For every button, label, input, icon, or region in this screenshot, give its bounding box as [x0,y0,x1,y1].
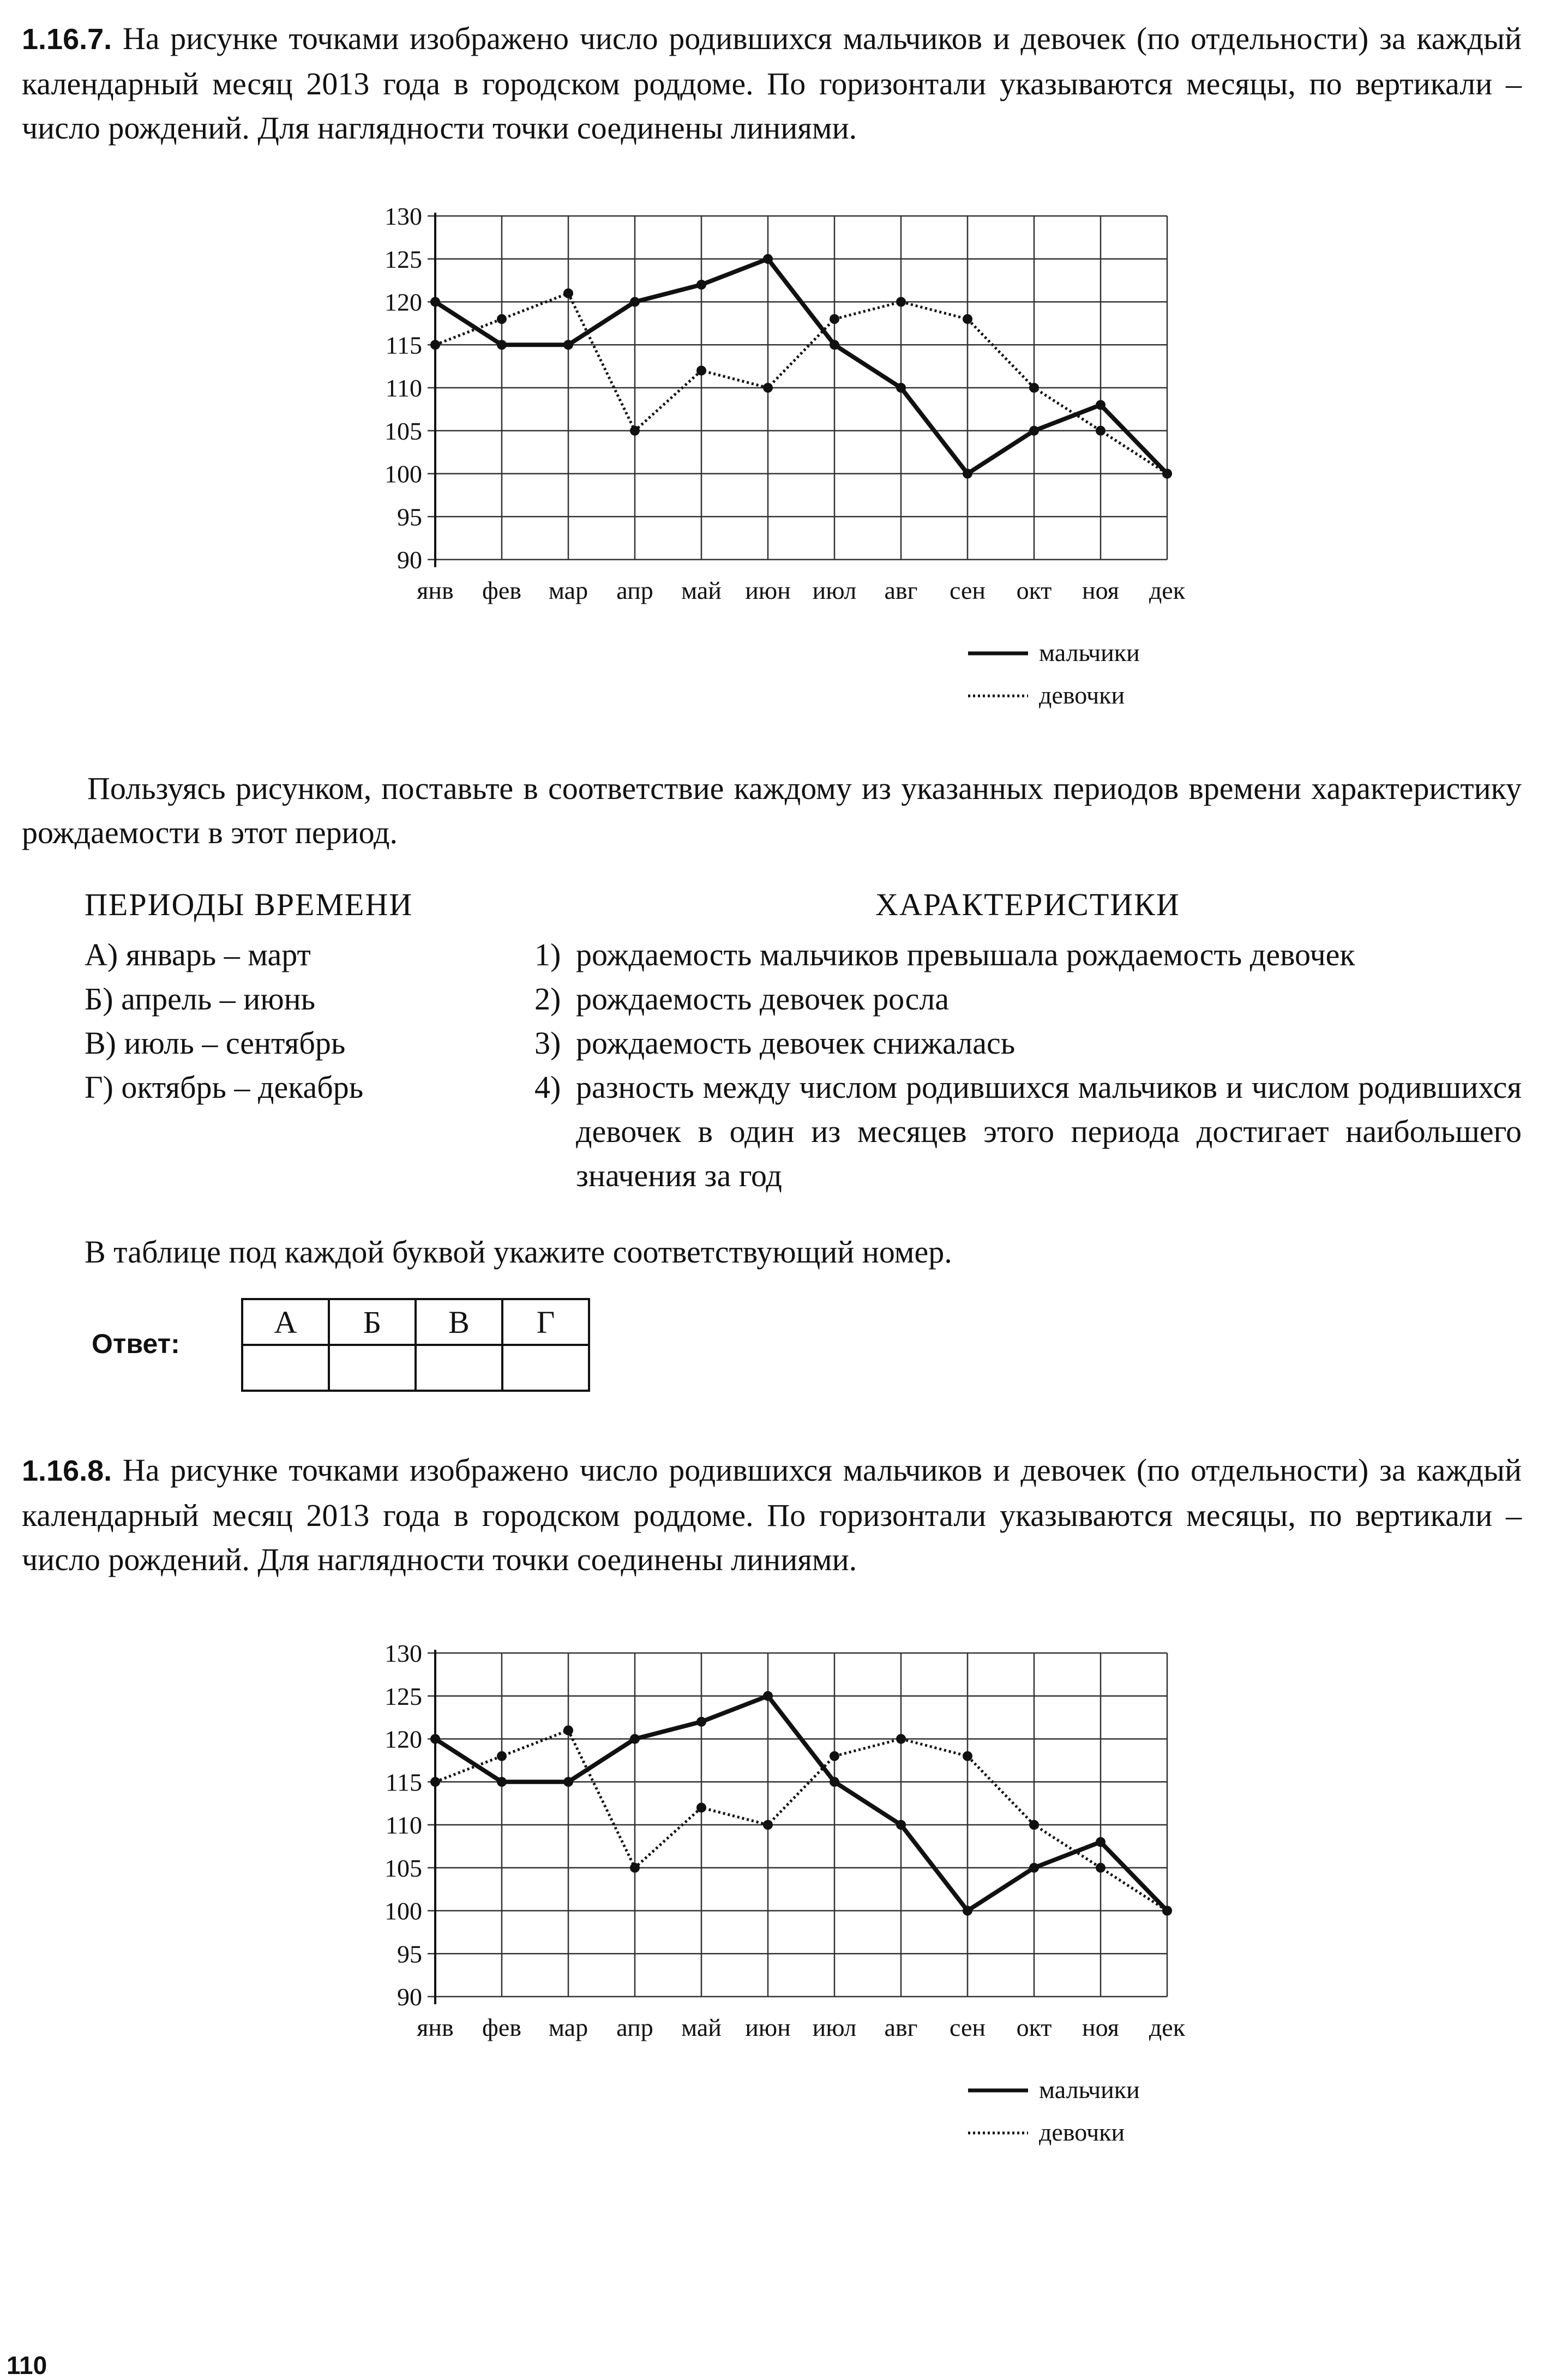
y-tick-label: 110 [385,1811,422,1839]
period-item: А) январь – март [85,937,311,972]
characteristic-item [534,933,1522,977]
x-tick-label: окт [1016,2014,1052,2041]
characteristic-item [534,977,1522,1021]
data-point-boys [563,340,573,350]
answer-label: Ответ: [92,1329,180,1359]
data-point-girls [1162,469,1172,479]
data-point-boys [497,340,507,350]
data-point-girls [1162,1906,1172,1916]
legend-label: девочки [1039,2118,1125,2146]
x-tick-label: июн [745,2014,791,2041]
data-point-boys [1029,1863,1039,1873]
chart-2 [349,1633,1243,2157]
data-point-boys [896,383,906,393]
y-tick-label: 120 [385,288,422,316]
data-point-boys [630,297,640,307]
y-tick-label: 125 [385,1682,422,1710]
data-point-girls [896,1734,906,1744]
y-tick-label: 130 [385,202,422,230]
data-point-girls [696,1803,706,1813]
data-point-boys [763,1691,773,1701]
period-item: В) июль – сентябрь [85,1025,346,1061]
problem-2-statement: На рисунке точками изображено число родившихся мальчиков и девочек (по отдельности) за каждый календарный месяц 2013 года в городском роддоме. По горизонтали указываются месяцы, по вертикали – число рождений. Для наглядности точки соединены линиями. [22,1452,1522,1577]
y-tick-label: 95 [397,503,422,531]
chart-1-svg [349,196,1243,720]
data-point-girls [696,366,706,376]
x-tick-label: авг [884,576,918,604]
y-tick-label: 105 [385,417,422,445]
instruction-text [22,766,1522,855]
data-point-boys [696,280,706,290]
data-point-boys [896,1820,906,1830]
data-point-girls [497,314,507,324]
series-line-boys [435,259,1167,474]
data-point-boys [830,1777,839,1787]
y-tick-label: 105 [385,1854,422,1882]
data-point-boys [963,469,972,479]
periods-heading: ПЕРИОДЫ ВРЕМЕНИ [85,887,413,922]
y-tick-label: 100 [385,1897,422,1925]
data-point-girls [430,1777,440,1787]
characteristic-text: рождаемость мальчиков превышала рождаемость девочек [576,937,1355,972]
legend [968,639,1140,709]
x-tick-label: май [681,2014,722,2041]
y-tick-label: 95 [397,1940,422,1968]
data-point-boys [830,340,839,350]
table-prompt: В таблице под каждой буквой укажите соответствующий номер. [85,1234,952,1270]
legend-label: мальчики [1039,639,1140,666]
answer-cell-g[interactable] [502,1345,589,1391]
x-tick-label: фев [482,576,521,604]
y-tick-label: 115 [385,1768,422,1796]
characteristics-heading: ХАРАКТЕРИСТИКИ [875,887,1180,922]
chart-1 [349,196,1243,720]
data-point-boys [430,297,440,307]
data-point-girls [630,426,640,436]
x-tick-label: сен [949,2014,986,2041]
x-tick-label: фев [482,2014,521,2041]
data-point-girls [963,314,972,324]
x-tick-label: июл [812,2014,857,2041]
data-point-girls [830,314,839,324]
x-tick-label: мар [548,2014,588,2041]
instruction-statement: Пользуясь рисунком, поставьте в соответствие каждому из указанных периодов времени характеристику рождаемости в этот период. [22,771,1522,850]
period-item: Г) октябрь – декабрь [85,1069,364,1105]
characteristic-text: рождаемость девочек снижалась [576,1025,1016,1061]
data-point-girls [1029,1820,1039,1830]
x-tick-label: янв [417,2014,454,2041]
data-point-boys [1096,1837,1106,1847]
series-line-girls [435,1730,1167,1911]
y-tick-label: 115 [385,331,422,359]
data-point-girls [497,1751,507,1761]
answer-table [241,1298,590,1392]
x-tick-label: янв [417,576,454,604]
data-point-boys [1096,400,1106,410]
data-point-boys [563,1777,573,1787]
y-tick-label: 130 [385,1639,422,1667]
y-tick-label: 100 [385,460,422,488]
series-line-boys [435,1696,1167,1911]
answer-header-v: В [416,1299,502,1345]
y-tick-label: 90 [397,546,422,574]
characteristic-text: рождаемость девочек росла [576,981,950,1017]
characteristic-item [534,1021,1522,1065]
series-line-girls [435,293,1167,474]
data-point-girls [896,297,906,307]
answer-cell-a[interactable] [242,1345,329,1391]
page-number: 110 [7,2351,47,2379]
data-point-girls [963,1751,972,1761]
data-point-girls [763,383,773,393]
data-point-girls [830,1751,839,1761]
answer-cell-v[interactable] [416,1345,502,1391]
problem-2-number: 1.16.8. [22,1455,112,1487]
data-point-boys [963,1906,972,1916]
x-tick-label: окт [1016,576,1052,604]
data-point-girls [430,340,440,350]
characteristic-number: 1) [534,937,561,972]
characteristic-number: 3) [534,1025,561,1061]
x-tick-label: апр [616,2014,653,2041]
answer-header-g: Г [502,1299,589,1345]
data-point-boys [763,254,773,264]
data-point-girls [763,1820,773,1830]
answer-cell-b[interactable] [329,1345,416,1391]
answer-header-a: А [242,1299,329,1345]
problem-2-text [22,1448,1522,1582]
data-point-boys [630,1734,640,1744]
x-tick-label: мар [548,576,588,604]
x-tick-label: авг [884,2014,918,2041]
data-point-girls [1096,1863,1106,1873]
legend [968,2076,1140,2146]
data-point-girls [1096,426,1106,436]
chart-2-svg [349,1633,1243,2157]
x-tick-label: июн [745,576,791,604]
x-tick-label: сен [949,576,986,604]
data-point-boys [497,1777,507,1787]
legend-label: девочки [1039,681,1125,709]
data-point-boys [430,1734,440,1744]
problem-1-statement: На рисунке точками изображено число родившихся мальчиков и девочек (по отдельности) за каждый календарный месяц 2013 года в городском роддоме. По горизонтали указываются месяцы, по вертикали – число рождений. Для наглядности точки соединены линиями. [22,21,1522,146]
x-tick-label: май [681,576,722,604]
x-tick-label: ноя [1082,576,1119,604]
grid [428,216,1167,560]
x-tick-label: ноя [1082,2014,1119,2041]
answer-header-b: Б [329,1299,416,1345]
y-tick-label: 125 [385,245,422,273]
grid [428,1653,1167,1997]
data-point-boys [1029,426,1039,436]
problem-1-text [22,16,1522,150]
y-tick-label: 120 [385,1725,422,1753]
data-point-girls [630,1863,640,1873]
problem-1-number: 1.16.7. [22,23,112,56]
data-point-girls [563,1726,573,1735]
characteristic-number: 4) [534,1069,561,1105]
y-tick-label: 90 [397,1983,422,2011]
data-point-girls [563,289,573,298]
legend-label: мальчики [1039,2076,1140,2103]
data-point-boys [696,1717,706,1727]
x-tick-label: дек [1149,2014,1186,2041]
y-tick-label: 110 [385,374,422,402]
characteristic-number: 2) [534,981,561,1017]
characteristic-text: разность между числом родившихся мальчиков и числом родившихся девочек в один из месяцев этого периода достигает наибольшего значения за год [576,1069,1522,1193]
data-point-girls [1029,383,1039,393]
characteristic-item [534,1065,1522,1198]
x-tick-label: дек [1149,576,1186,604]
x-tick-label: июл [812,576,857,604]
x-tick-label: апр [616,576,653,604]
period-item: Б) апрель – июнь [85,981,316,1017]
